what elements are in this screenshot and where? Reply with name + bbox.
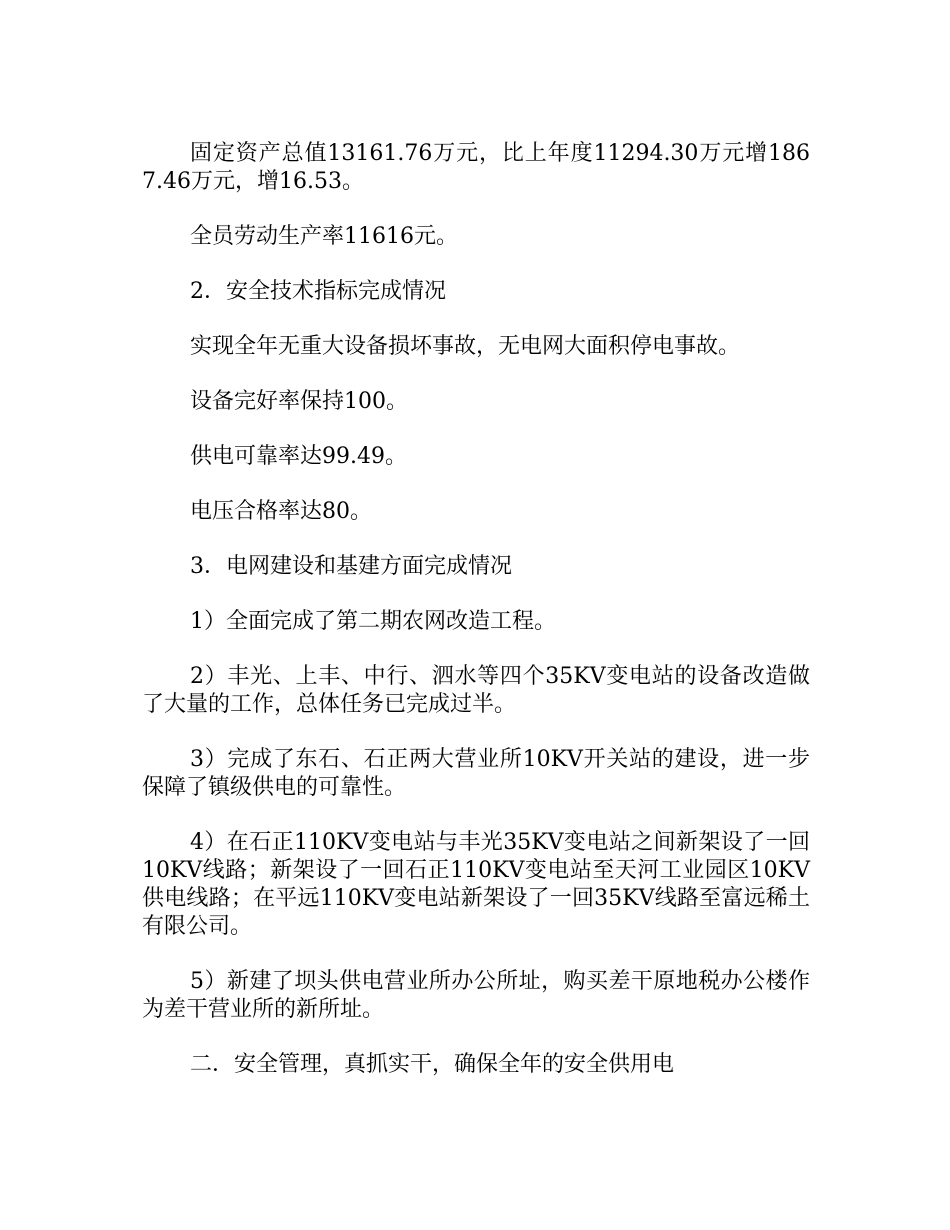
section-heading-safety-management: 二．安全管理，真抓实干，确保全年的安全供用电 — [190, 1052, 675, 1077]
paragraph-equipment-rate: 设备完好率保持100。 — [190, 389, 408, 414]
heading-grid-construction: 3．电网建设和基建方面完成情况 — [190, 554, 512, 579]
list-item-2: 2）丰光、上丰、中行、泗水等四个35KV变电站的设备改造做了大量的工作，总体任务已完成过半。 — [142, 664, 810, 717]
heading-safety-indicators: 2．安全技术指标完成情况 — [190, 279, 446, 304]
list-item-1: 1）全面完成了第二期农网改造工程。 — [190, 609, 556, 634]
list-item-4: 4）在石正110KV变电站与丰光35KV变电站之间新架设了一回10KV线路；新架设了一回石正110KV变电站至天河工业园区10KV供电线路；在平远110KV变电站新架设了一回35KV线路至富远稀土有限公司。 — [142, 830, 810, 939]
paragraph-no-accidents: 实现全年无重大设备损坏事故，无电网大面积停电事故。 — [190, 334, 741, 359]
paragraph-labor-productivity: 全员劳动生产率11616元。 — [190, 224, 458, 249]
paragraph-voltage-rate: 电压合格率达80。 — [190, 499, 372, 524]
paragraph-fixed-assets: 固定资产总值13161.76万元，比上年度11294.30万元增1867.46万元，增16.53。 — [142, 141, 810, 194]
list-item-3: 3）完成了东石、石正两大营业所10KV开关站的建设，进一步保障了镇级供电的可靠性。 — [142, 747, 810, 800]
list-item-5: 5）新建了坝头供电营业所办公所址，购买差干原地税办公楼作为差干营业所的新所址。 — [142, 969, 810, 1022]
document-body — [142, 140, 810, 1106]
paragraph-reliability-rate: 供电可靠率达99.49。 — [190, 444, 407, 469]
